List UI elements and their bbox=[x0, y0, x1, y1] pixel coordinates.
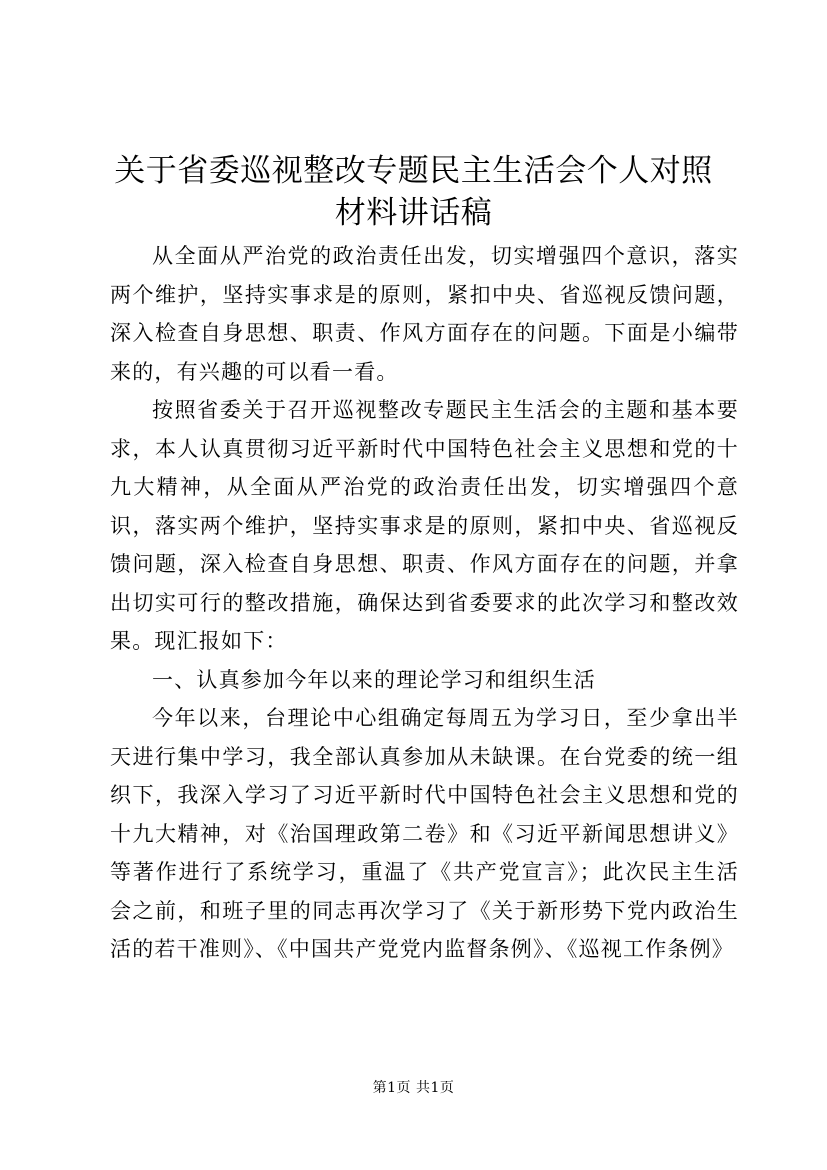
page-number-footer: 第1页 共1页 bbox=[372, 1080, 455, 1096]
paragraph-requirements: 按照省委关于召开巡视整改专题民主生活会的主题和基本要求，本人认真贯彻习近平新时代中国特色社会主义思想和党的十九大精神，从全面从严治党的政治责任出发，切实增强四个意识，落实两个维护，坚持实事求是的原则，紧扣中央、省巡视反馈问题，深入检查自身思想、职责、作风方面存在的问题，并拿出切实可行的整改措施，确保达到省委要求的此次学习和整改效果。现汇报如下： bbox=[110, 398, 739, 653]
document-title: 关于省委巡视整改专题民主生活会个人对照材料讲话稿 bbox=[114, 153, 713, 231]
section-heading-1: 一、认真参加今年以来的理论学习和组织生活 bbox=[152, 667, 596, 692]
document-body bbox=[110, 237, 739, 969]
paragraph-study: 今年以来，台理论中心组确定每周五为学习日，至少拿出半天进行集中学习，我全部认真参加从未缺课。在台党委的统一组织下，我深入学习了习近平新时代中国特色社会主义思想和党的十九大精神，对《治国理政第二卷》和《习近平新闻思想讲义》等著作进行了系统学习，重温了《共产党宣言》；此次民主生活会之前，和班子里的同志再次学习了《关于新形势下党内政治生活的若干准则》、《中国共产党党内监督条例》、《巡视工作条例》 bbox=[110, 706, 739, 961]
paragraph-intro: 从全面从严治党的政治责任出发，切实增强四个意识，落实两个维护，坚持实事求是的原则，紧扣中央、省巡视反馈问题，深入检查自身思想、职责、作风方面存在的问题。下面是小编带来的，有兴趣的可以看一看。 bbox=[110, 244, 739, 384]
